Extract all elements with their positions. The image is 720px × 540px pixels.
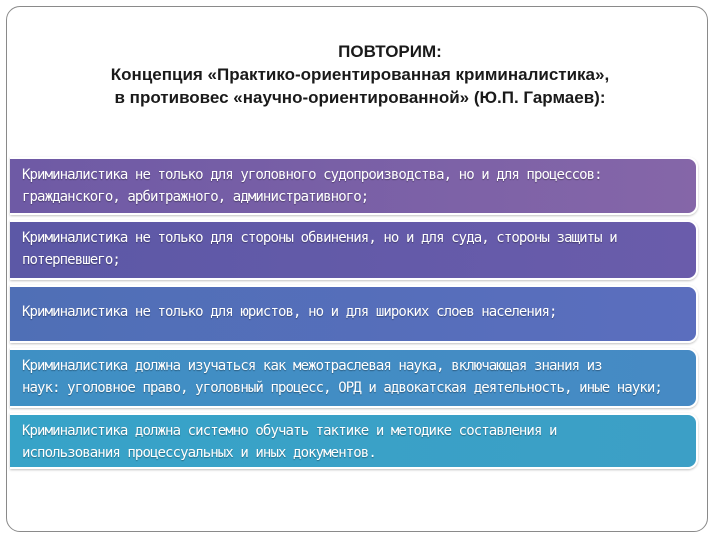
concept-item — [10, 413, 698, 469]
concept-item-line: использования процессуальных и иных документов. — [22, 445, 376, 461]
title-line: Концепция «Практико-ориентированная криминалистика», — [110, 65, 610, 84]
title-line: ПОВТОРИМ: — [338, 42, 442, 61]
concept-item-line: Криминалистика не только для уголовного судопроизводства, но и для процессов: — [22, 167, 602, 183]
concept-item-line: Криминалистика не только для стороны обвинения, но и для суда, стороны защиты и — [22, 230, 617, 246]
title-line: в противовес «научно-ориентированной» (Ю.П. Гармаев): — [114, 88, 606, 107]
concept-item-line: Криминалистика должна изучаться как межотраслевая наука, включающая знания из — [22, 358, 602, 374]
concept-item-line: гражданского, арбитражного, административного; — [22, 189, 369, 205]
concept-item-line: наук: уголовное право, уголовный процесс, ОРД и адвокатская деятельность, иные науки; — [22, 380, 662, 396]
concept-item — [10, 348, 698, 408]
concept-item — [10, 285, 698, 343]
concept-item-line: Криминалистика не только для юристов, но и для широких слоев населения; — [22, 304, 557, 320]
concept-item — [10, 220, 698, 280]
concept-item — [10, 157, 698, 215]
concept-item-line: Криминалистика должна системно обучать тактике и методике составления и — [22, 423, 557, 439]
slide-title — [30, 40, 690, 109]
concept-item-line: потерпевшего; — [22, 252, 120, 268]
